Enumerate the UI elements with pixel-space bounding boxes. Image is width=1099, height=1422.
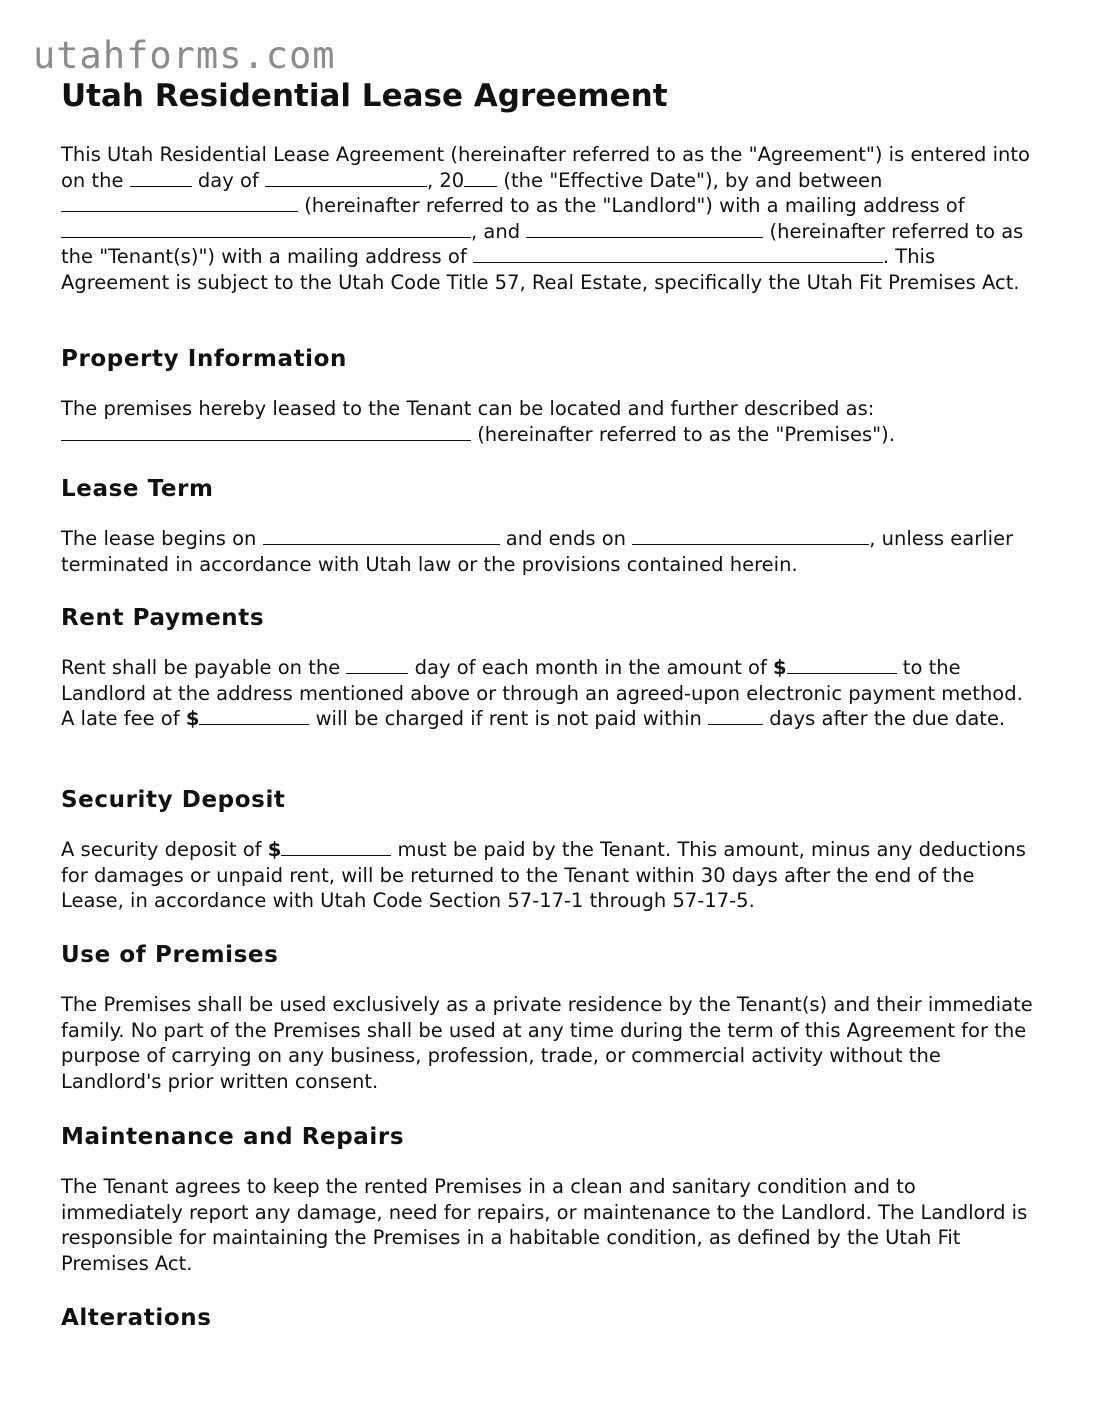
maintenance-section [61, 1122, 1041, 1276]
property-paragraph: The premises hereby leased to the Tenant can be located and further described as: (hereinafter referred to as the "Premises"). [61, 397, 895, 446]
lease-term-section [61, 474, 1041, 577]
use-of-premises-section [61, 940, 1041, 1094]
use-of-premises-heading: Use of Premises [61, 942, 279, 968]
landlord-name-blank[interactable] [61, 194, 298, 212]
tenant-name-blank[interactable] [526, 220, 763, 238]
late-fee-blank[interactable] [199, 707, 309, 725]
maintenance-paragraph: The Tenant agrees to keep the rented Premises in a clean and sanitary condition and to immediately report any damage, need for repairs, or maintenance to the Landlord. The Landlord is responsible for maintaining the Premises in a habitable condition, as defined by the Utah Fit Premises Act. [61, 1175, 1028, 1275]
alterations-section [61, 1303, 1041, 1355]
landlord-address-blank[interactable] [61, 220, 471, 238]
rent-section [61, 603, 1041, 732]
use-of-premises-paragraph: The Premises shall be used exclusively as a private residence by the Tenant(s) and their immediate family. No part of the Premises shall be used at any time during the term of this Agreement for the purpose of carrying on any business, profession, trade, or commercial activity without the Landlord's prior written consent. [61, 993, 1033, 1093]
lease-start-blank[interactable] [263, 527, 500, 545]
late-fee-currency-sign: $ [185, 707, 200, 731]
premises-description-blank[interactable] [61, 423, 471, 441]
lease-term-heading: Lease Term [61, 476, 214, 502]
grace-days-blank[interactable] [708, 707, 763, 725]
rent-due-day-blank[interactable] [346, 656, 408, 674]
property-section [61, 344, 1041, 447]
intro-paragraph: This Utah Residential Lease Agreement (hereinafter referred to as the "Agreement") is entered into on the day of , 20 (the "Effective Date"), by and between (hereinafter referred to as the "Landlord") with a mailing address of , and (hereinafter referred to as the "Tenant(s)") with a mailing address of . This Agreement is subject to the Utah Code Title 57, Real Estate, specifically the Utah Fit Premises Act. [61, 143, 1030, 294]
deposit-currency-sign: $ [267, 838, 282, 861]
tenant-address-blank[interactable] [473, 245, 883, 263]
lease-document [61, 74, 1041, 1331]
agreement-month-blank[interactable] [265, 169, 427, 187]
property-heading: Property Information [61, 346, 348, 372]
rent-paragraph: Rent shall be payable on the day of each month in the amount of $ to the Landlord at the address mentioned above or through an agreed-upon electronic payment method. A late fee of $ will be charged if rent is not paid within days after the due date. [61, 656, 1023, 731]
site-watermark: utahforms.com [33, 34, 336, 77]
rent-heading: Rent Payments [61, 605, 265, 631]
security-deposit-section [61, 785, 1041, 914]
deposit-amount-blank[interactable] [281, 838, 391, 856]
agreement-year-blank[interactable] [464, 169, 497, 187]
lease-term-paragraph: The lease begins on and ends on , unless earlier terminated in accordance with Utah law or the provisions contained herein. [61, 527, 1014, 576]
maintenance-heading: Maintenance and Repairs [61, 1124, 405, 1150]
security-deposit-heading: Security Deposit [61, 787, 286, 813]
security-deposit-paragraph: A security deposit of $ must be paid by the Tenant. This amount, minus any deductions for damages or unpaid rent, will be returned to the Tenant within 30 days after the end of the Lease, in accordance with Utah Code Section 57-17-1 through 57-17-5. [61, 838, 1026, 913]
agreement-day-blank[interactable] [130, 169, 192, 187]
rent-amount-blank[interactable] [787, 656, 897, 674]
alterations-heading: Alterations [61, 1305, 212, 1331]
rent-currency-sign: $ [773, 656, 787, 679]
document-title: Utah Residential Lease Agreement [61, 78, 668, 114]
intro-section [61, 142, 1041, 296]
lease-end-blank[interactable] [632, 527, 869, 545]
